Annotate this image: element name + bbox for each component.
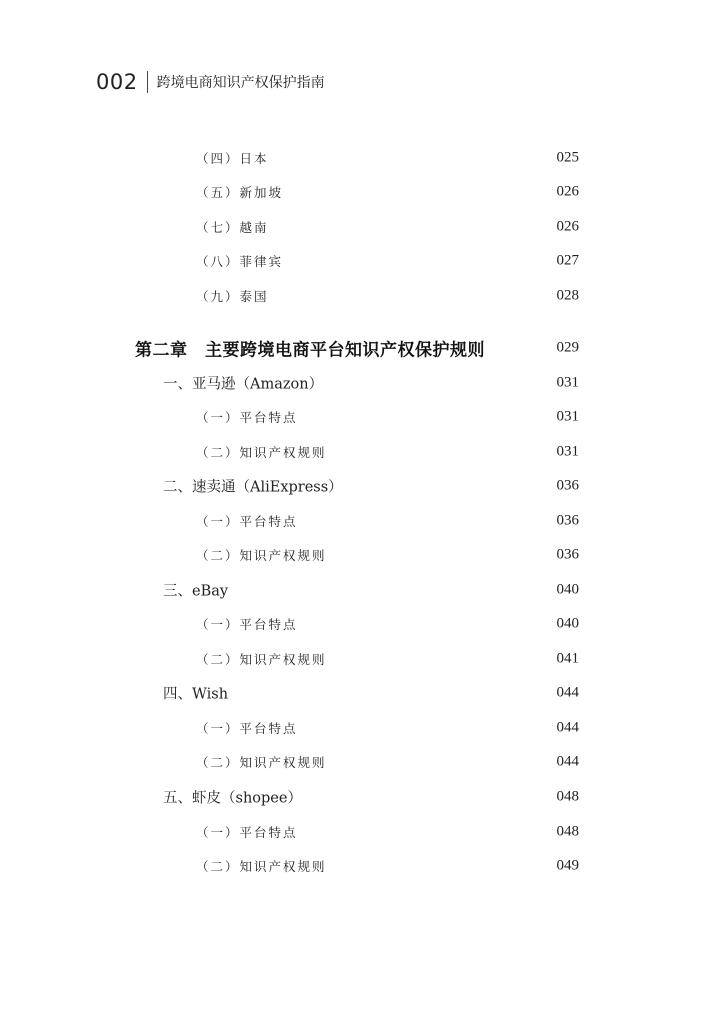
toc-entry-title: （一）平台特点: [196, 410, 298, 425]
toc-entry-title: 四、Wish: [163, 686, 229, 703]
toc-subsection-entry[interactable]: [0, 504, 712, 538]
toc-subsection-entry[interactable]: [0, 745, 712, 779]
toc-entry-page-number: 036: [556, 512, 579, 529]
toc-entry-page-number: 044: [556, 684, 579, 701]
toc-subsection-entry[interactable]: [0, 607, 712, 641]
header-divider: [147, 71, 148, 93]
toc-entry-title: （二）知识产权规则: [196, 652, 327, 667]
toc-entry-title: （九）泰国: [196, 289, 269, 304]
toc-entry-page-number: 044: [556, 753, 579, 770]
toc-section-entry[interactable]: [0, 469, 712, 503]
toc-entry-title: 一、亚马逊（Amazon）: [163, 376, 324, 393]
toc-entry-page-number: 044: [556, 719, 579, 736]
toc-entry-title: （一）平台特点: [196, 721, 298, 736]
toc-section-entry[interactable]: [0, 366, 712, 400]
toc-entry-page-number: 031: [556, 443, 579, 460]
toc-entry-page-number: 027: [556, 252, 579, 269]
toc-subsection-entry[interactable]: [0, 849, 712, 883]
toc-section-entry[interactable]: [0, 780, 712, 814]
toc-subsection-entry[interactable]: [0, 400, 712, 434]
toc-subsection-entry[interactable]: [0, 210, 712, 244]
toc-chapter-entry[interactable]: [0, 331, 712, 365]
toc-entry-page-number: 048: [556, 788, 579, 805]
toc-entry-title: （二）知识产权规则: [196, 548, 327, 563]
toc-entry-title: （一）平台特点: [196, 825, 298, 840]
toc-entry-title: 五、虾皮（shopee）: [163, 790, 302, 807]
toc-entry-page-number: 031: [556, 374, 579, 391]
toc-subsection-entry[interactable]: [0, 642, 712, 676]
toc-subsection-entry[interactable]: [0, 435, 712, 469]
toc-entry-title: （二）知识产权规则: [196, 445, 327, 460]
toc-section-entry[interactable]: [0, 676, 712, 710]
toc-subsection-entry[interactable]: [0, 815, 712, 849]
toc-subsection-entry[interactable]: [0, 279, 712, 313]
toc-entry-page-number: 031: [556, 408, 579, 425]
toc-entry-page-number: 040: [556, 615, 579, 632]
toc-subsection-entry[interactable]: [0, 175, 712, 209]
toc-entry-title: （一）平台特点: [196, 617, 298, 632]
toc-entry-title: 三、eBay: [163, 583, 229, 600]
toc-subsection-entry[interactable]: [0, 538, 712, 572]
toc-entry-page-number: 040: [556, 581, 579, 598]
toc-entry-page-number: 036: [556, 477, 579, 494]
toc-entry-page-number: 036: [556, 546, 579, 563]
toc-entry-title: 二、速卖通（AliExpress）: [163, 479, 343, 496]
toc-entry-title: （二）知识产权规则: [196, 755, 327, 770]
toc-entry-title: （五）新加坡: [196, 185, 284, 200]
toc-entry-page-number: 048: [556, 823, 579, 840]
toc-entry-title: （七）越南: [196, 220, 269, 235]
toc-subsection-entry[interactable]: [0, 141, 712, 175]
toc-entry-title: 第二章 主要跨境电商平台知识产权保护规则: [135, 340, 485, 361]
page-number: 002: [96, 70, 138, 94]
toc-subsection-entry[interactable]: [0, 711, 712, 745]
toc-entry-title: （四）日本: [196, 151, 269, 166]
toc-entry-page-number: 025: [556, 149, 579, 166]
toc-entry-page-number: 029: [556, 339, 579, 356]
book-title: 跨境电商知识产权保护指南: [156, 75, 325, 91]
toc-subsection-entry[interactable]: [0, 244, 712, 278]
toc-entry-title: （二）知识产权规则: [196, 859, 327, 874]
toc-entry-page-number: 026: [556, 183, 579, 200]
toc-entry-page-number: 049: [556, 857, 579, 874]
toc-entry-title: （八）菲律宾: [196, 254, 284, 269]
toc-section-entry[interactable]: [0, 573, 712, 607]
running-header: [96, 68, 325, 96]
toc-entry-title: （一）平台特点: [196, 514, 298, 529]
toc-entry-page-number: 041: [556, 650, 579, 667]
toc-entry-page-number: 028: [556, 287, 579, 304]
toc-entry-page-number: 026: [556, 218, 579, 235]
